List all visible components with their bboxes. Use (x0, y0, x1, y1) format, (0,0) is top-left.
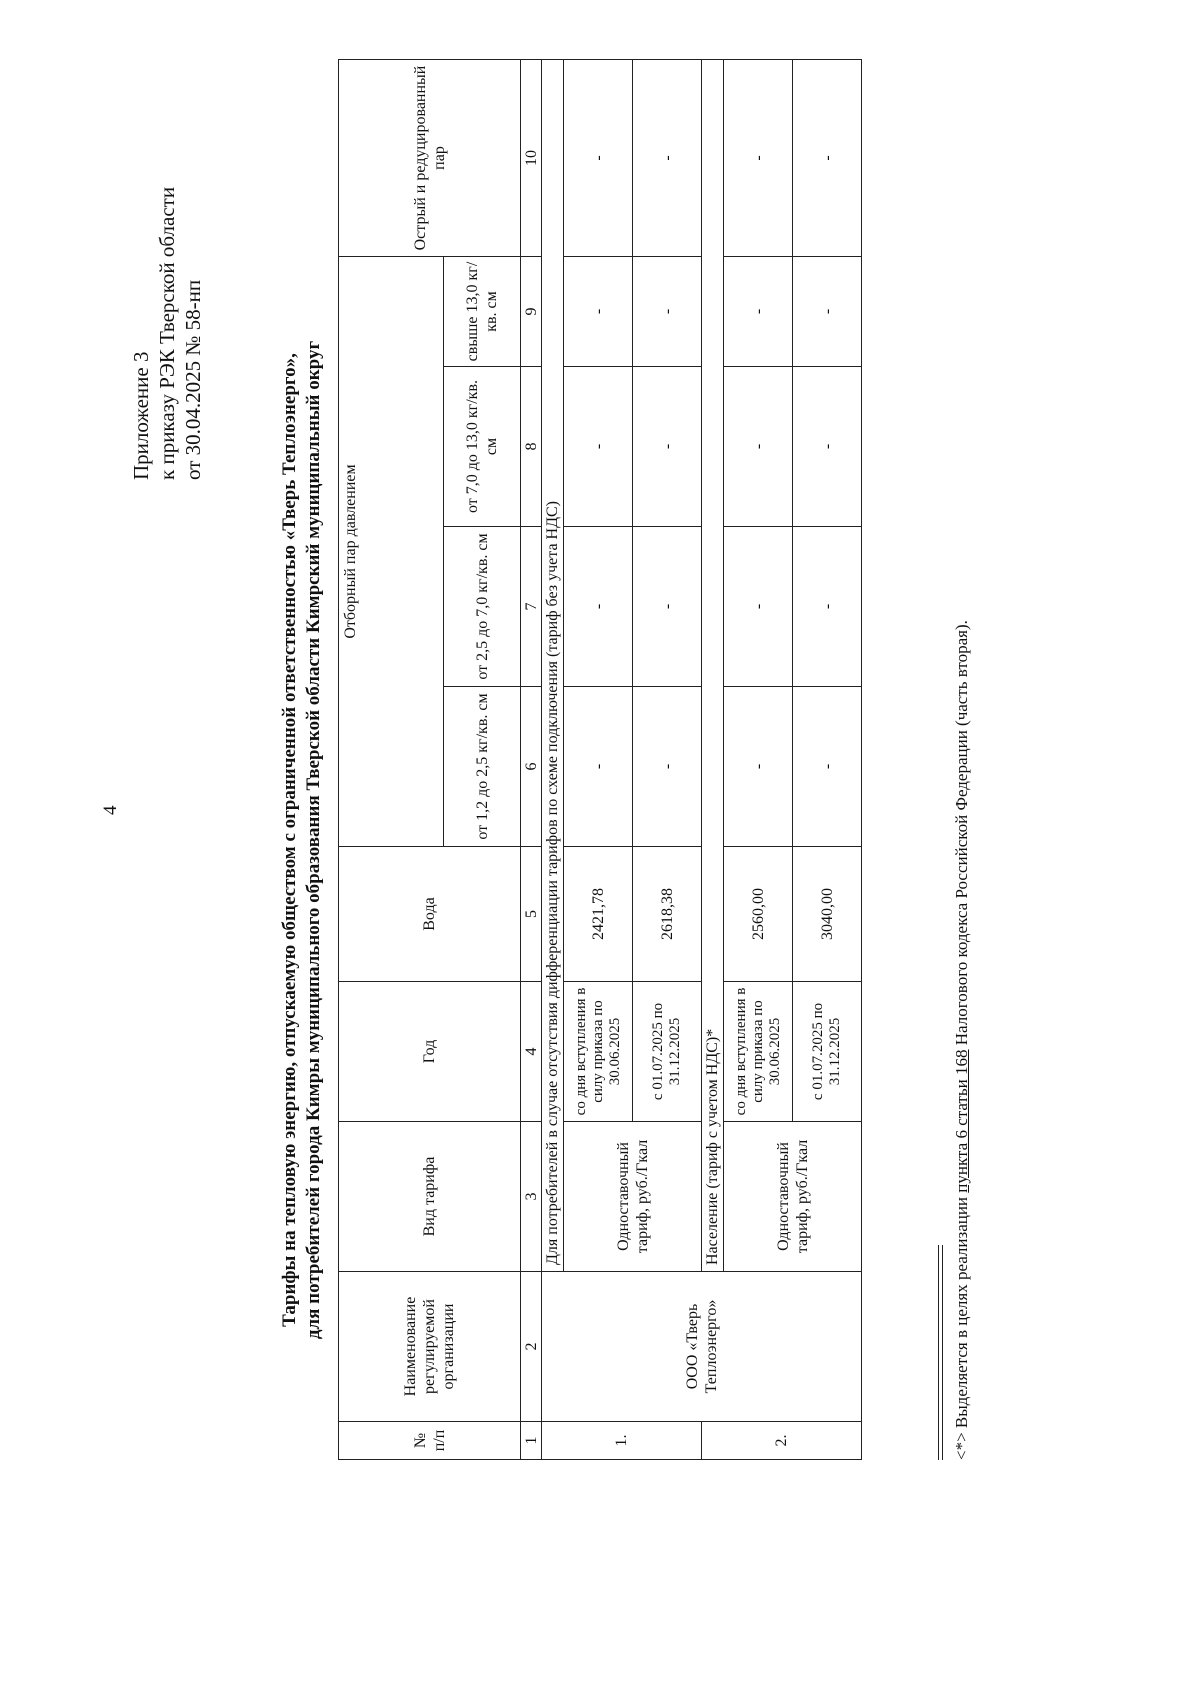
document-title (278, 240, 326, 1440)
footnote (952, 620, 972, 1460)
header-water: Вода (339, 847, 521, 982)
pressure-2-value: - (724, 527, 793, 687)
pressure-3-value: - (724, 367, 793, 527)
pressure-1-value: - (633, 687, 702, 847)
title-line-2: для потребителей города Кимры муниципального образования Тверской области Кимрский муниципальный округ (303, 340, 324, 1340)
column-number-row (521, 60, 542, 1460)
pressure-1-value: - (724, 687, 793, 847)
column-number: 2 (521, 1272, 542, 1422)
water-value: 2618,38 (633, 847, 702, 982)
pressure-3-value: - (793, 367, 862, 527)
footnote-suffix: Налогового кодекса Российской Федерации (часть вторая). (952, 620, 971, 1050)
pressure-4-value: - (564, 257, 633, 367)
water-value: 2421,78 (564, 847, 633, 982)
tariff-type-cell: Одноставочный тариф, руб./Гкал (564, 1122, 702, 1272)
water-value: 3040,00 (793, 847, 862, 982)
pressure-4-value: - (633, 257, 702, 367)
pressure-1-value: - (564, 687, 633, 847)
sharp-steam-value: - (793, 60, 862, 257)
section-label: Для потребителей в случае отсутствия дифференциации тарифов по схеме подключения (тариф без учета НДС) (542, 60, 564, 1272)
sharp-steam-value: - (564, 60, 633, 257)
tariff-table (338, 59, 862, 1460)
pressure-3-value: - (633, 367, 702, 527)
table-row (724, 60, 793, 1460)
row-number: 1. (542, 1422, 702, 1460)
pressure-1-value: - (793, 687, 862, 847)
pressure-2-value: - (793, 527, 862, 687)
organization-name: ООО «Тверь Теплоэнерго» (542, 1272, 862, 1422)
pressure-4-value: - (724, 257, 793, 367)
footnote-divider (942, 1245, 943, 1460)
table-header-row (339, 60, 444, 1460)
column-number: 5 (521, 847, 542, 982)
sharp-steam-value: - (633, 60, 702, 257)
table-row (564, 60, 633, 1460)
title-line-1: Тарифы на тепловую энергию, отпускаемую обществом с ограниченной ответственностью «Тверь Теплоэнерго», (279, 353, 300, 1327)
column-number: 8 (521, 367, 542, 527)
section-row-2 (702, 60, 724, 1460)
water-value: 2560,00 (724, 847, 793, 982)
pressure-4-value: - (793, 257, 862, 367)
column-number: 7 (521, 527, 542, 687)
header-year: Год (339, 982, 521, 1122)
column-number: 10 (521, 60, 542, 257)
header-num: № п/п (339, 1422, 521, 1460)
footnote-law-link[interactable]: пункта 6 статьи 168 (952, 1049, 971, 1193)
header-sharp-steam: Острый и редуцированный пар (339, 60, 521, 257)
column-number: 1 (521, 1422, 542, 1460)
year-cell: со дня вступления в силу приказа по 30.06.2025 (724, 982, 793, 1122)
year-cell: с 01.07.2025 по 31.12.2025 (633, 982, 702, 1122)
tariff-type-cell: Одноставочный тариф, руб./Гкал (724, 1122, 862, 1272)
page-number: 4 (100, 805, 121, 815)
column-number: 4 (521, 982, 542, 1122)
column-number: 3 (521, 1122, 542, 1272)
column-number: 9 (521, 257, 542, 367)
header-steam-group: Отборный пар давлением (339, 257, 444, 847)
pressure-3-value: - (564, 367, 633, 527)
section-row-1 (542, 60, 564, 1460)
pressure-2-value: - (564, 527, 633, 687)
header-tariff-type: Вид тарифа (339, 1122, 521, 1272)
header-pressure-1: от 1,2 до 2,5 кг/кв. см (444, 687, 521, 847)
row-number: 2. (702, 1422, 862, 1460)
footnote-prefix: <*> Выделяется в целях реализации (952, 1192, 971, 1460)
year-cell: со дня вступления в силу приказа по 30.06.2025 (564, 982, 633, 1122)
appendix-line-1: Приложение 3 (129, 351, 153, 480)
appendix-line-3: от 30.04.2025 № 58-нп (181, 279, 205, 480)
column-number: 6 (521, 687, 542, 847)
pressure-2-value: - (633, 527, 702, 687)
sharp-steam-value: - (724, 60, 793, 257)
appendix-block (128, 187, 206, 480)
document-sheet (80, 40, 1140, 1640)
header-pressure-4: свыше 13,0 кг/кв. см (444, 257, 521, 367)
header-organization: Наименование регулируемой организации (339, 1272, 521, 1422)
appendix-line-2: к приказу РЭК Тверской области (155, 186, 179, 480)
header-pressure-2: от 2,5 до 7,0 кг/кв. см (444, 527, 521, 687)
header-pressure-3: от 7,0 до 13,0 кг/кв. см (444, 367, 521, 527)
section-label: Население (тариф с учетом НДС)* (702, 60, 724, 1272)
year-cell: с 01.07.2025 по 31.12.2025 (793, 982, 862, 1122)
footnote-divider (938, 1245, 939, 1460)
